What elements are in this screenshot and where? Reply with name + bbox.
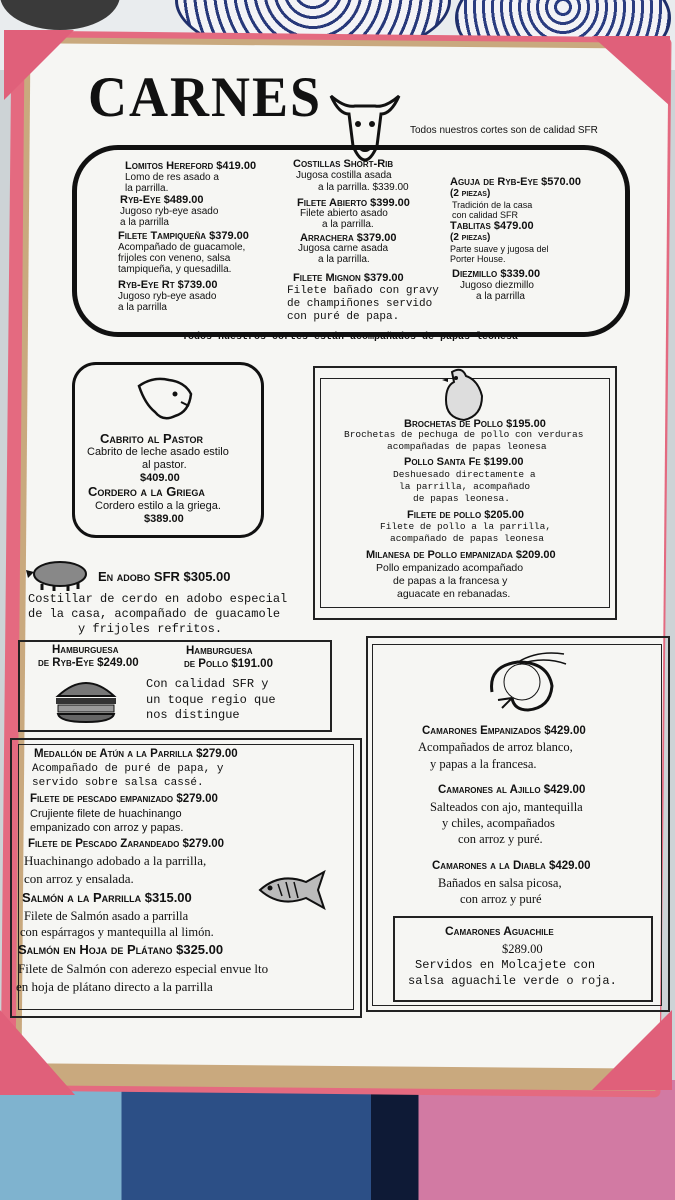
dish-desc: servido sobre salsa cassé.	[32, 777, 204, 789]
dish-name: Camarones a la Diabla $429.00	[432, 860, 591, 872]
dish-desc: en hoja de plátano directo a la parrilla	[16, 979, 213, 994]
dish-desc: Acompañado de puré de papa, y	[32, 763, 224, 775]
dish-desc: Jugosa costilla asada	[296, 170, 392, 181]
dish-desc: la parrilla.	[125, 183, 169, 194]
burger-price: de Pollo $191.00	[184, 658, 273, 670]
aguachile-desc: Servidos en Molcajete con	[415, 958, 596, 972]
dish-desc: de champiñones servido	[287, 298, 433, 310]
adobo-desc: Costillar de cerdo en adobo especial	[28, 592, 288, 606]
dish-name: Camarones Empanizados $429.00	[422, 725, 586, 737]
dish-desc: con calidad SFR	[452, 210, 519, 220]
dish-desc: a la parrilla	[118, 302, 167, 313]
adobo-desc: y frijoles refritos.	[78, 622, 223, 636]
dish-name: Filete Mignon $379.00	[293, 272, 404, 284]
dish-desc: Bañados en salsa picosa,	[438, 876, 562, 890]
dish-name: Ryb-Eye Rt $739.00	[118, 279, 218, 291]
dish-name: Aguja de Ryb-Eye $570.00	[450, 176, 581, 188]
dish-desc: Pollo empanizado acompañado	[376, 562, 524, 574]
dish-name: Ryb-Eye $489.00	[120, 194, 204, 206]
dish-name: Cordero a la Griega	[88, 484, 205, 499]
dish-desc: a la parrilla	[476, 291, 525, 302]
dish-desc: acompañadas de papas leonesa	[387, 441, 547, 452]
aguachile-name: Camarones Aguachile	[445, 924, 554, 938]
dish-desc: Jugoso ryb-eye asado	[118, 291, 217, 302]
dish-desc: a la parrilla. $339.00	[318, 182, 409, 193]
dish-desc: Parte suave y jugosa del	[450, 244, 549, 254]
dish-desc: con arroz y ensalada.	[24, 871, 134, 886]
dish-name: Camarones al Ajillo $429.00	[438, 784, 586, 796]
adobo-desc: de la casa, acompañado de guacamole	[28, 607, 281, 621]
corner-protector	[592, 36, 670, 106]
dish-name: Cabrito al Pastor	[100, 431, 203, 446]
dish-desc: Jugoso ryb-eye asado	[120, 206, 219, 217]
dish-price: $409.00	[140, 472, 180, 484]
dish-desc: Huachinango adobado a la parrilla,	[24, 853, 207, 868]
dish-desc: Lomo de res asado a	[125, 172, 219, 183]
carnes-footer: Todos nuestros cortes están acompañados de papas leonesa	[182, 332, 519, 343]
dish-name: Filete Abierto $399.00	[297, 197, 410, 209]
fish-icon	[252, 868, 330, 912]
dish-desc: frijoles con veneno, salsa	[118, 253, 231, 264]
dish-desc: Brochetas de pechuga de pollo con verduras	[344, 429, 584, 440]
dish-desc: Jugoso diezmillo	[460, 280, 534, 291]
dish-desc: Tradición de la casa	[452, 200, 533, 210]
dish-name: Diezmillo $339.00	[452, 268, 541, 280]
dish-name: Tablitas $479.00	[450, 220, 534, 232]
dish-name: Milanesa de Pollo empanizada $209.00	[366, 549, 556, 561]
dish-desc: Porter House.	[450, 254, 506, 264]
dish-desc: Filete bañado con gravy	[287, 285, 439, 297]
burger-desc: nos distingue	[146, 708, 240, 722]
hen-icon	[438, 366, 488, 424]
dish-desc: acompañado de papas leonesa	[390, 533, 544, 544]
dish-name: Costillas Short-Rib	[293, 158, 394, 170]
burger-icon	[52, 674, 120, 724]
dish-desc: a la parrilla.	[318, 254, 370, 265]
dish-price: $389.00	[144, 513, 184, 525]
dish-desc: empanizado con arroz y papas.	[30, 822, 184, 834]
dish-desc: y papas a la francesa.	[430, 757, 537, 771]
dish-desc: Filete de Salmón asado a parrilla	[24, 909, 189, 923]
corner-protector	[592, 1010, 672, 1090]
dish-desc: Jugosa carne asada	[298, 243, 389, 254]
dish-name: Salmón a la Parrilla $315.00	[22, 890, 192, 905]
carnes-title: CARNES	[88, 65, 323, 129]
dish-name: Filete Tampiqueña $379.00	[118, 230, 249, 242]
dish-desc: Deshuesado directamente a	[393, 469, 536, 480]
aguachile-desc: salsa aguachile verde o roja.	[408, 974, 617, 988]
dish-desc: al pastor.	[142, 459, 187, 471]
dish-desc: con arroz y puré.	[458, 832, 543, 846]
dish-desc: con espárragos y mantequilla al limón.	[20, 925, 214, 939]
burger-price: de Ryb-Eye $249.00	[38, 657, 139, 669]
dish-desc: tampiqueña, y quesadilla.	[118, 264, 232, 275]
corner-protector	[0, 1010, 75, 1095]
dish-name: Salmón en Hoja de Plátano $325.00	[18, 942, 224, 957]
dish-name: Filete de pollo $205.00	[407, 509, 524, 521]
corner-protector	[4, 30, 74, 100]
dish-name: Arrachera $379.00	[300, 232, 397, 244]
dish-desc: y chiles, acompañados	[442, 816, 555, 830]
dish-desc: Filete de pollo a la parrilla,	[380, 521, 552, 532]
dish-name: Medallón de Atún a la Parrilla $279.00	[34, 748, 238, 760]
pig-icon	[24, 556, 94, 592]
dish-name: Brochetas de Pollo $195.00	[404, 418, 546, 430]
tablecloth	[0, 1080, 675, 1200]
dish-desc: aguacate en rebanadas.	[397, 588, 511, 600]
aguachile-price: $289.00	[502, 942, 543, 956]
dish-name: Lomitos Hereford $419.00	[125, 160, 257, 172]
dish-desc: Acompañados de arroz blanco,	[418, 740, 573, 754]
burger-name: Hamburguesa	[52, 644, 119, 656]
dish-desc: de papas a la francesa y	[393, 575, 508, 587]
burger-desc: un toque regio que	[146, 693, 276, 707]
dish-name: Filete de Pescado Zarandeado $279.00	[28, 838, 225, 850]
dish-desc: (2 piezas)	[450, 232, 491, 243]
dish-desc: Filete abierto asado	[300, 208, 388, 219]
burger-name: Hamburguesa	[186, 645, 253, 657]
shrimp-icon	[478, 652, 568, 718]
dish-name: Pollo Santa Fe $199.00	[404, 456, 524, 468]
dish-desc: Crujiente filete de huachinango	[30, 808, 182, 820]
dish-name: Filete de pescado empanizado $279.00	[30, 793, 218, 805]
dish-desc: Cabrito de leche asado estilo	[87, 446, 229, 458]
dish-desc: con arroz y puré	[460, 892, 542, 906]
adobo-name: En adobo SFR $305.00	[98, 569, 231, 584]
dish-desc: a la parrilla	[120, 217, 169, 228]
dish-desc: Cordero estilo a la griega.	[95, 500, 221, 512]
carnes-subtitle: Todos nuestros cortes son de calidad SFR	[410, 125, 598, 136]
dish-desc: de papas leonesa.	[413, 493, 510, 504]
burger-desc: Con calidad SFR y	[146, 677, 269, 691]
dish-desc: Acompañado de guacamole,	[118, 242, 246, 253]
dish-desc: con puré de papa.	[287, 311, 400, 323]
dish-desc: a la parrilla.	[322, 219, 374, 230]
dish-desc: la parrilla, acompañado	[399, 481, 531, 492]
dish-desc: (2 piezas)	[450, 188, 491, 199]
dish-desc: Filete de Salmón con aderezo especial envue lto	[18, 961, 269, 976]
dish-desc: Salteados con ajo, mantequilla	[430, 800, 583, 814]
goat-head-icon	[135, 372, 195, 424]
